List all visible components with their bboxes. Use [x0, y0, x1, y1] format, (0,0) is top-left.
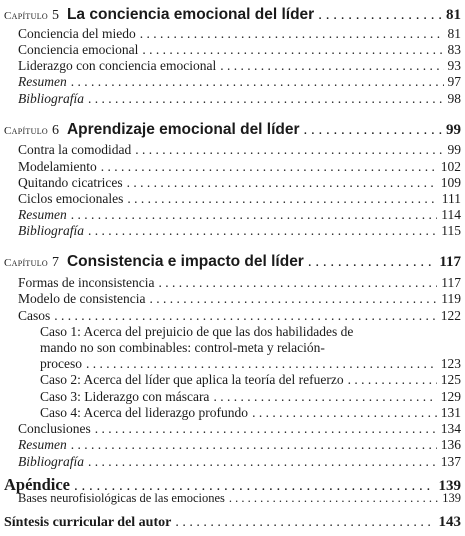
entry-label: Resumen	[18, 74, 67, 90]
toc-entry[interactable]	[18, 491, 461, 506]
leader-dots	[127, 175, 437, 191]
page-number: 136	[440, 437, 461, 453]
entry-label: Contra la comodidad	[18, 142, 132, 158]
leader-dots	[54, 308, 436, 324]
entry-label: Formas de inconsistencia	[18, 275, 155, 291]
chapter-number: 7	[51, 255, 59, 271]
entry-label: Casos	[18, 307, 51, 323]
toc-entry[interactable]	[18, 207, 461, 223]
entry-label: Caso 2: Acerca del líder que aplica la teoría del refuerzo	[40, 372, 344, 388]
leader-dots	[95, 421, 437, 437]
toc-entry[interactable]	[18, 42, 461, 58]
page-number: 123	[440, 356, 461, 372]
toc-entry[interactable]	[18, 454, 461, 470]
toc-entry[interactable]	[18, 437, 461, 453]
toc-entry[interactable]	[18, 275, 461, 291]
toc-entry[interactable]	[18, 223, 461, 239]
entry-label: Modelo de consistencia	[18, 291, 146, 307]
case-1-line-1[interactable]: Caso 1: Acerca del prejuicio de que las dos habilidades de	[40, 323, 354, 339]
toc-entry[interactable]	[18, 175, 461, 191]
author-bio-entry[interactable]	[4, 514, 461, 531]
page-number: 139	[442, 490, 461, 505]
toc-entry[interactable]	[18, 159, 461, 175]
leader-dots	[220, 58, 443, 74]
page-number: 99	[446, 122, 461, 139]
entry-label: Liderazgo con conciencia emocional	[18, 58, 217, 74]
page-number: 115	[441, 223, 461, 239]
leader-dots	[88, 91, 443, 107]
page-number: 93	[447, 58, 461, 74]
chapter-number: 6	[51, 123, 59, 139]
leader-dots	[308, 254, 435, 271]
leader-dots	[149, 291, 437, 307]
page-number: 125	[440, 372, 461, 388]
chapter-kicker: Capítulo	[4, 257, 48, 270]
toc-entry[interactable]	[18, 58, 461, 74]
chapter-kicker: Capítulo	[4, 125, 48, 138]
toc-sub-entry[interactable]	[40, 405, 461, 421]
toc-entry[interactable]	[18, 421, 461, 437]
toc-entry[interactable]	[18, 191, 461, 207]
entry-label: Bases neurofisiológicas de las emociones	[18, 490, 225, 505]
chapter-title: La conciencia emocional del líder	[66, 5, 315, 23]
chapter-7-heading[interactable]	[4, 253, 461, 271]
entry-label: Caso 4: Acerca del liderazgo profundo	[40, 404, 249, 420]
appendix-title: Apéndice	[4, 474, 70, 494]
entry-label: Ciclos emocionales	[18, 191, 124, 206]
entry-label: Conclusiones	[18, 421, 91, 437]
chapter-kicker: Capítulo	[4, 9, 48, 22]
page-number: 143	[438, 514, 461, 530]
page-number: 109	[440, 174, 461, 190]
page-number: 139	[438, 477, 461, 494]
leader-dots	[213, 389, 436, 405]
leader-dots	[304, 122, 442, 139]
toc-entry[interactable]	[18, 91, 461, 107]
page-number: 99	[447, 142, 461, 158]
leader-dots	[140, 26, 444, 42]
entry-label: Bibliografía	[18, 453, 85, 469]
chapter-number: 5	[51, 7, 59, 23]
entry-label: Bibliografía	[18, 90, 85, 106]
leader-dots	[318, 7, 442, 24]
entry-label: Conciencia del miedo	[18, 25, 136, 41]
entry-label: proceso	[40, 356, 82, 372]
leader-dots	[229, 491, 438, 506]
leader-dots	[135, 142, 443, 158]
toc-entry[interactable]	[18, 291, 461, 307]
chapter-title: Consistencia e impacto del líder	[66, 253, 304, 271]
chapter-6-heading[interactable]	[4, 121, 461, 139]
toc-entry[interactable]	[18, 142, 461, 158]
page-number: 98	[447, 90, 461, 106]
leader-dots	[88, 454, 437, 470]
entry-label: Resumen	[18, 207, 67, 223]
leader-dots	[86, 356, 437, 372]
toc-entry[interactable]	[18, 26, 461, 42]
page-number: 129	[440, 388, 461, 404]
leader-dots	[175, 515, 434, 531]
entry-label: Resumen	[18, 437, 67, 453]
leader-dots	[71, 207, 438, 223]
page-number: 81	[446, 6, 461, 23]
page-number: 111	[441, 191, 461, 206]
entry-label: Caso 3: Liderazgo con máscara	[40, 388, 210, 404]
page-number: 119	[441, 291, 461, 307]
entry-label: Bibliografía	[18, 223, 85, 239]
leader-dots	[252, 405, 437, 421]
chapter-5-heading[interactable]	[4, 6, 461, 24]
entry-label: Modelamiento	[18, 158, 97, 174]
toc-sub-entry[interactable]	[40, 372, 461, 388]
leader-dots	[348, 372, 437, 388]
page-number: 81	[447, 25, 461, 41]
entry-label: Conciencia emocional	[18, 42, 139, 58]
leader-dots	[127, 191, 437, 207]
toc-sub-entry[interactable]	[40, 356, 461, 372]
page-number: 114	[441, 207, 461, 223]
toc-entry[interactable]	[18, 74, 461, 90]
page-number: 117	[441, 275, 461, 291]
entry-label: Síntesis curricular del autor	[4, 515, 172, 530]
page-number: 83	[447, 42, 461, 58]
leader-dots	[71, 437, 437, 453]
entry-label: Quitando cicatrices	[18, 174, 123, 190]
toc-entry[interactable]	[18, 308, 461, 324]
leader-dots	[88, 223, 437, 239]
leader-dots	[158, 275, 437, 291]
case-1-line-2[interactable]: mando no son combinables: control-meta y relación-	[40, 339, 325, 355]
leader-dots	[101, 159, 437, 175]
toc-sub-entry[interactable]	[40, 389, 461, 405]
leader-dots	[142, 42, 443, 58]
page-number: 122	[440, 307, 461, 323]
page-number: 102	[440, 158, 461, 174]
page-number: 117	[439, 254, 461, 271]
chapter-title: Aprendizaje emocional del líder	[66, 121, 300, 139]
leader-dots	[71, 74, 444, 90]
page-number: 131	[440, 404, 461, 420]
page-number: 97	[447, 74, 461, 90]
page-number: 137	[440, 453, 461, 469]
page-number: 134	[440, 421, 461, 437]
